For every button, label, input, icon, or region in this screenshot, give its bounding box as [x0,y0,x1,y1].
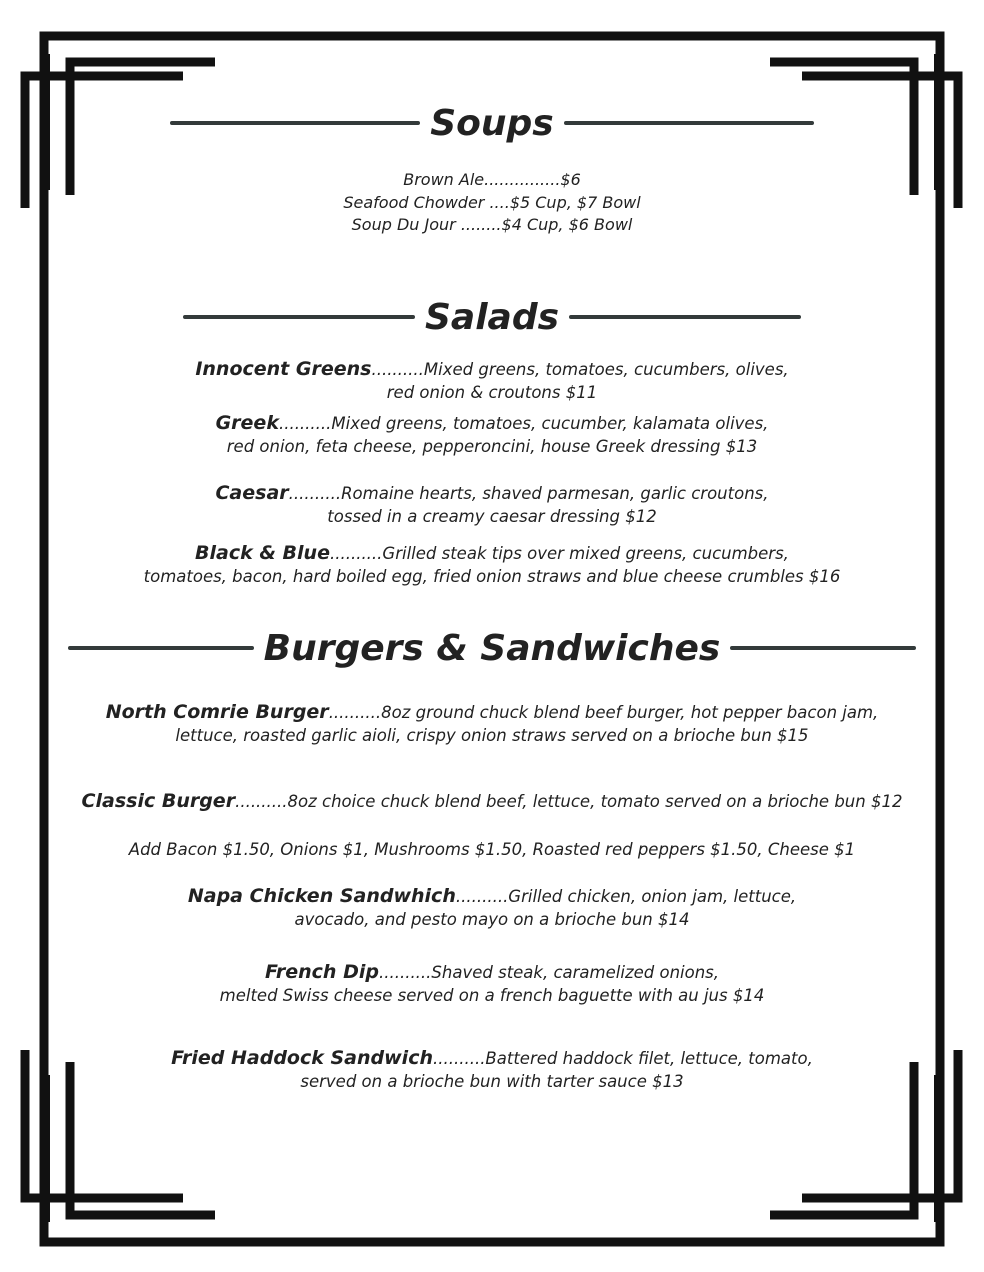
item-name: Greek [215,412,279,434]
menu-item-fried-haddock-sandwich [0,1047,984,1093]
item-description: avocado, and pesto mayo on a brioche bun $14 [294,910,690,929]
item-description: lettuce, roasted garlic aioli, crispy onion straws served on a brioche bun $15 [175,726,809,745]
heading-rule-left [170,121,420,125]
item-description: melted Swiss cheese served on a french baguette with au jus $14 [219,986,765,1005]
item-description: tomatoes, bacon, hard boiled egg, fried onion straws and blue cheese crumbles $16 [143,567,841,586]
heading-rule-left [183,315,415,319]
item-name: Caesar [215,482,289,504]
item-name: Fried Haddock Sandwich [171,1047,433,1069]
menu-item-black-and-blue [0,542,984,588]
menu-item-french-dip [0,961,984,1007]
menu-item-innocent-greens [0,358,984,404]
item-name: North Comrie Burger [105,701,329,723]
list-item: Brown Ale...............$6 [403,170,581,189]
addons-text: Add Bacon $1.50, Onions $1, Mushrooms $1.50, Roasted red peppers $1.50, Cheese $1 [128,840,856,859]
heading-rule-left [68,646,254,650]
item-name: Classic Burger [81,790,236,812]
item-description: ..........Grilled steak tips over mixed greens, cucumbers, [329,544,789,563]
soups-list [0,169,984,237]
item-name: Napa Chicken Sandwhich [187,885,456,907]
item-name: Black & Blue [195,542,330,564]
item-description: red onion, feta cheese, pepperoncini, house Greek dressing $13 [226,437,758,456]
soups-heading [0,98,984,148]
item-description: served on a brioche bun with tarter sauce $13 [300,1072,684,1091]
item-description: red onion & croutons $11 [386,383,598,402]
item-description: ..........Shaved steak, caramelized onions, [378,963,719,982]
item-name: French Dip [265,961,379,983]
list-item: Seafood Chowder ....$5 Cup, $7 Bowl [343,192,641,212]
section-title: Soups [430,102,554,144]
burgers-heading [0,622,984,674]
item-description: tossed in a creamy caesar dressing $12 [327,507,657,526]
item-name: Innocent Greens [195,358,372,380]
item-description: ..........8oz choice chuck blend beef, lettuce, tomato served on a brioche bun $12 [235,792,903,811]
heading-rule-right [569,315,801,319]
menu-item-north-comrie-burger [0,701,984,747]
heading-rule-right [730,646,916,650]
item-description: ..........Mixed greens, tomatoes, cucumber, kalamata olives, [278,414,769,433]
menu-item-caesar [0,482,984,528]
burger-addons [0,838,984,861]
menu-item-greek [0,412,984,458]
item-description: ..........8oz ground chuck blend beef burger, hot pepper bacon jam, [328,703,879,722]
item-description: ..........Mixed greens, tomatoes, cucumbers, olives, [371,360,789,379]
heading-rule-right [564,121,814,125]
section-title: Salads [424,296,560,338]
menu-item-napa-chicken-sandwich [0,885,984,931]
salads-heading [0,292,984,342]
section-title: Burgers & Sandwiches [263,627,721,669]
item-description: ..........Grilled chicken, onion jam, lettuce, [455,887,797,906]
item-description: ..........Battered haddock filet, lettuce, tomato, [432,1049,813,1068]
item-description: ..........Romaine hearts, shaved parmesan, garlic croutons, [288,484,769,503]
menu-item-classic-burger [0,790,984,813]
list-item: Soup Du Jour ........$4 Cup, $6 Bowl [351,215,633,234]
